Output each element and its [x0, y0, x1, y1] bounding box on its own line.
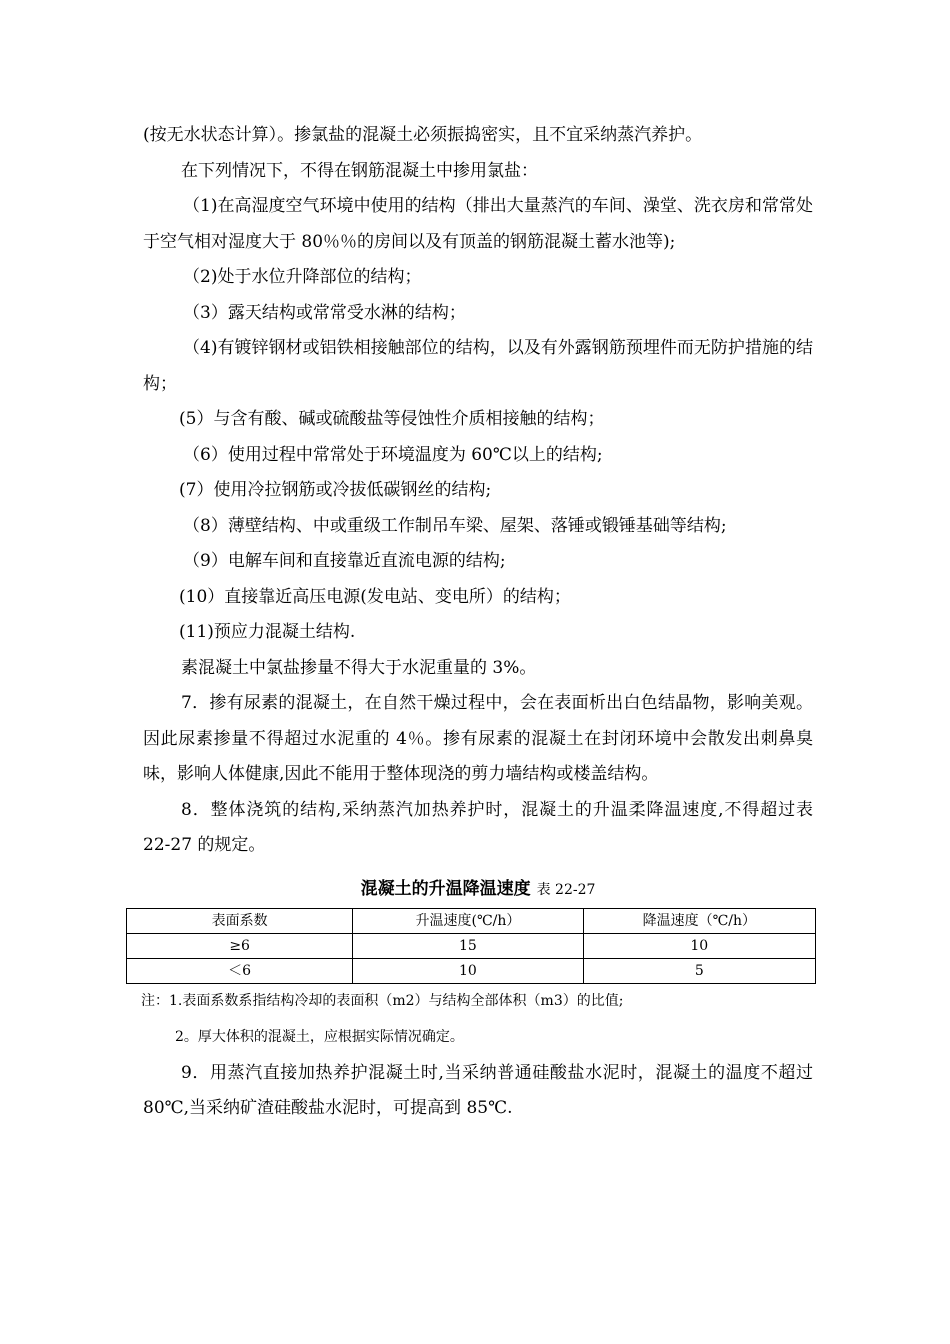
table-header-row — [127, 908, 816, 933]
list-item-4: （4)有镀锌钢材或铝铁相接触部位的结构，以及有外露钢筋预埋件而无防护措施的结构； — [143, 338, 813, 394]
paragraph-plain-concrete: 素混凝土中氯盐掺量不得大于水泥重量的 3%。 — [181, 657, 537, 678]
paragraph-1: (按无水状态计算）。掺氯盐的混凝土必须振捣密实，且不宜采纳蒸汽养护。 — [143, 125, 703, 145]
paragraph-9: 9．用蒸汽直接加热养护混凝土时,当采纳普通硅酸盐水泥时，混凝土的温度不超过 80℃,当采纳矿渣硅酸盐水泥时，可提高到 85℃. — [143, 1062, 813, 1118]
table-header-cell: 降温速度（℃/h） — [583, 908, 815, 933]
document-page — [143, 118, 813, 1127]
table-cell: ＜6 — [127, 958, 353, 983]
table-cell: 10 — [583, 933, 815, 958]
list-item-9: （9）电解车间和直接靠近直流电源的结构; — [183, 551, 506, 571]
table-header-cell: 升温速度(℃/h） — [353, 908, 583, 933]
list-item-11: (11)预应力混凝土结构. — [179, 622, 356, 642]
table-note-1: 注：1.表面系数系指结构冷却的表面积（m2）与结构全部体积（m3）的比值; — [141, 992, 624, 1009]
table-row — [127, 933, 816, 958]
list-item-2: （2)处于水位升降部位的结构； — [183, 267, 422, 287]
list-item-3: （3）露天结构或常常受水淋的结构； — [183, 302, 466, 323]
paragraph-2: 在下列情况下，不得在钢筋混凝土中掺用氯盐： — [181, 160, 538, 181]
table-row — [127, 958, 816, 983]
table-cell: 5 — [583, 958, 815, 983]
list-item-6: （6）使用过程中常常处于环境温度为 60℃以上的结构; — [183, 444, 603, 465]
list-item-8: （8）薄壁结构、中或重级工作制吊车梁、屋架、落锤或锻锤基础等结构; — [183, 515, 727, 536]
table-title: 混凝土的升温降温速度 — [360, 878, 531, 899]
table-header-cell: 表面系数 — [127, 908, 353, 933]
table-cell: 10 — [353, 958, 583, 983]
table-cell: ≥6 — [127, 933, 353, 958]
table-cell: 15 — [353, 933, 583, 958]
table-number: 表 22-27 — [536, 881, 596, 898]
list-item-5: (5）与含有酸、碱或硫酸盐等侵蚀性介质相接触的结构； — [179, 409, 605, 429]
table-caption — [143, 874, 813, 904]
heating-rate-table — [126, 908, 816, 984]
paragraph-8: 8．整体浇筑的结构,采纳蒸汽加热养护时，混凝土的升温柔降温速度,不得超过表 22-27 的规定。 — [143, 799, 813, 855]
list-item-1: （1)在高湿度空气环境中使用的结构（排出大量蒸汽的车间、澡堂、洗衣房和常常处于空气相对湿度大于 80％％的房间以及有顶盖的钢筋混凝土蓄水池等); — [143, 196, 813, 252]
table-note-2: 2。厚大体积的混凝土，应根据实际情况确定。 — [175, 1028, 464, 1045]
list-item-7: (7）使用冷拉钢筋或冷拔低碳钢丝的结构; — [179, 480, 492, 500]
list-item-10: (10）直接靠近高压电源(发电站、变电所）的结构； — [179, 586, 571, 607]
paragraph-7: 7．掺有尿素的混凝土，在自然干燥过程中，会在表面析出白色结晶物，影响美观。因此尿素掺量不得超过水泥重的 4％。掺有尿素的混凝土在封闭环境中会散发出刺鼻臭味，影响人体健康,因此不能用于整体现浇的剪力墙结构或楼盖结构。 — [143, 693, 813, 784]
